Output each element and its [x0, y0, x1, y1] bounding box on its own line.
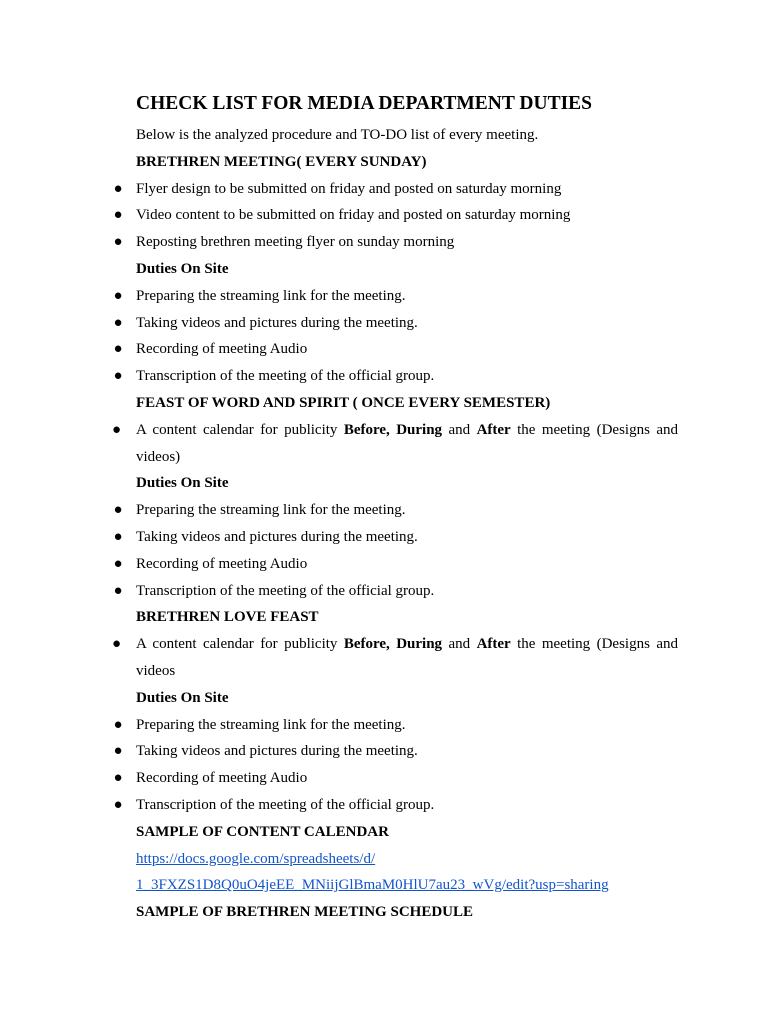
- calendar-text-bold1: Before, During: [343, 636, 443, 653]
- calendar-text-part2: and: [442, 421, 477, 438]
- bullet-icon: ●: [113, 796, 123, 813]
- list-item-text: Taking videos and pictures during the meeting.: [136, 314, 418, 331]
- calendar-text-bold2: After: [476, 636, 511, 653]
- bullet-icon: ●: [113, 180, 123, 197]
- calendar-text-part3: the meeting (Designs and videos: [136, 636, 678, 679]
- bullet-icon: ●: [112, 421, 122, 438]
- bullet-icon: ●: [113, 716, 123, 733]
- calendar-text-bold1: Before, During: [343, 421, 443, 438]
- list-item: [112, 417, 678, 471]
- list-item: [112, 631, 678, 685]
- section-heading-brethren-love-feast: BRETHREN LOVE FEAST: [136, 609, 319, 626]
- calendar-text-bold2: After: [476, 421, 511, 438]
- list-item-text: Recording of meeting Audio: [136, 770, 308, 787]
- content-calendar-link-line2: [136, 872, 678, 899]
- list-item-text: Taking videos and pictures during the meeting.: [136, 743, 418, 760]
- bullet-icon: ●: [113, 528, 123, 545]
- list-item-text: Recording of meeting Audio: [136, 341, 308, 358]
- bullet-icon: ●: [113, 207, 123, 224]
- list-item: [113, 551, 678, 578]
- list-item-text: Flyer design to be submitted on friday and posted on saturday morning: [136, 180, 562, 197]
- list-item: [113, 738, 678, 765]
- list-item-text: Preparing the streaming link for the meeting.: [136, 716, 406, 733]
- content-calendar-link-line1: [136, 846, 678, 873]
- bullet-icon: ●: [112, 636, 122, 653]
- list-item-text: Recording of meeting Audio: [136, 555, 308, 572]
- bullet-icon: ●: [113, 341, 123, 358]
- bullet-icon: ●: [113, 555, 123, 572]
- document-body: [112, 91, 678, 926]
- list-item: [113, 310, 678, 337]
- calendar-text-part1: A content calendar for publicity: [136, 636, 344, 653]
- list-item: [113, 792, 678, 819]
- bullet-icon: ●: [113, 314, 123, 331]
- bullet-icon: ●: [113, 234, 123, 251]
- brethren-love-feast-list: [112, 631, 678, 685]
- list-item: [113, 202, 678, 229]
- feast-word-spirit-duties-list: [113, 497, 678, 604]
- list-item-text: Transcription of the meeting of the official group.: [136, 582, 435, 599]
- list-item-text: Taking videos and pictures during the meeting.: [136, 528, 418, 545]
- list-item: [113, 283, 678, 310]
- duties-heading: Duties On Site: [136, 475, 229, 492]
- bullet-icon: ●: [113, 770, 123, 787]
- content-calendar-link[interactable]: https://docs.google.com/spreadsheets/d/: [136, 850, 376, 867]
- list-item: [113, 765, 678, 792]
- brethren-love-feast-duties-list: [113, 712, 678, 819]
- section-heading-meeting-schedule: SAMPLE OF BRETHREN MEETING SCHEDULE: [136, 904, 473, 921]
- section-heading-brethren-meeting: BRETHREN MEETING( EVERY SUNDAY): [136, 153, 427, 170]
- feast-word-spirit-list: [112, 417, 678, 471]
- bullet-icon: ●: [113, 743, 123, 760]
- section-heading-feast-word-spirit: FEAST OF WORD AND SPIRIT ( ONCE EVERY SEMESTER): [136, 394, 551, 411]
- bullet-icon: ●: [113, 502, 123, 519]
- list-item: [113, 363, 678, 390]
- bullet-icon: ●: [113, 368, 123, 385]
- list-item-text: Transcription of the meeting of the official group.: [136, 796, 435, 813]
- list-item-text: Video content to be submitted on friday and posted on saturday morning: [136, 207, 571, 224]
- list-item-text: Transcription of the meeting of the official group.: [136, 368, 435, 385]
- list-item-text: Reposting brethren meeting flyer on sunday morning: [136, 234, 455, 251]
- bullet-icon: ●: [113, 287, 123, 304]
- list-item-text: Preparing the streaming link for the meeting.: [136, 287, 406, 304]
- list-item: [113, 524, 678, 551]
- brethren-meeting-duties-list: [113, 283, 678, 390]
- calendar-text-part1: A content calendar for publicity: [136, 421, 344, 438]
- duties-heading: Duties On Site: [136, 260, 229, 277]
- document-title: CHECK LIST FOR MEDIA DEPARTMENT DUTIES: [136, 93, 593, 114]
- calendar-text-part2: and: [442, 636, 477, 653]
- section-heading-content-calendar: SAMPLE OF CONTENT CALENDAR: [136, 823, 389, 840]
- calendar-text-part3: the meeting (Designs and videos): [136, 421, 678, 465]
- intro-text: Below is the analyzed procedure and TO-DO list of every meeting.: [136, 127, 539, 143]
- list-item-text: Preparing the streaming link for the meeting.: [136, 502, 406, 519]
- content-calendar-link[interactable]: 1_3FXZS1D8Q0uO4jeEE_MNiijGlBmaM0HlU7au23_wVg/edit?usp=sharing: [136, 877, 609, 894]
- brethren-meeting-list: [113, 176, 678, 256]
- bullet-icon: ●: [113, 582, 123, 599]
- list-item: [113, 497, 678, 524]
- list-item: [113, 176, 678, 203]
- list-item: [113, 336, 678, 363]
- list-item: [113, 229, 678, 256]
- list-item: [113, 712, 678, 739]
- duties-heading: Duties On Site: [136, 689, 229, 706]
- list-item: [113, 578, 678, 605]
